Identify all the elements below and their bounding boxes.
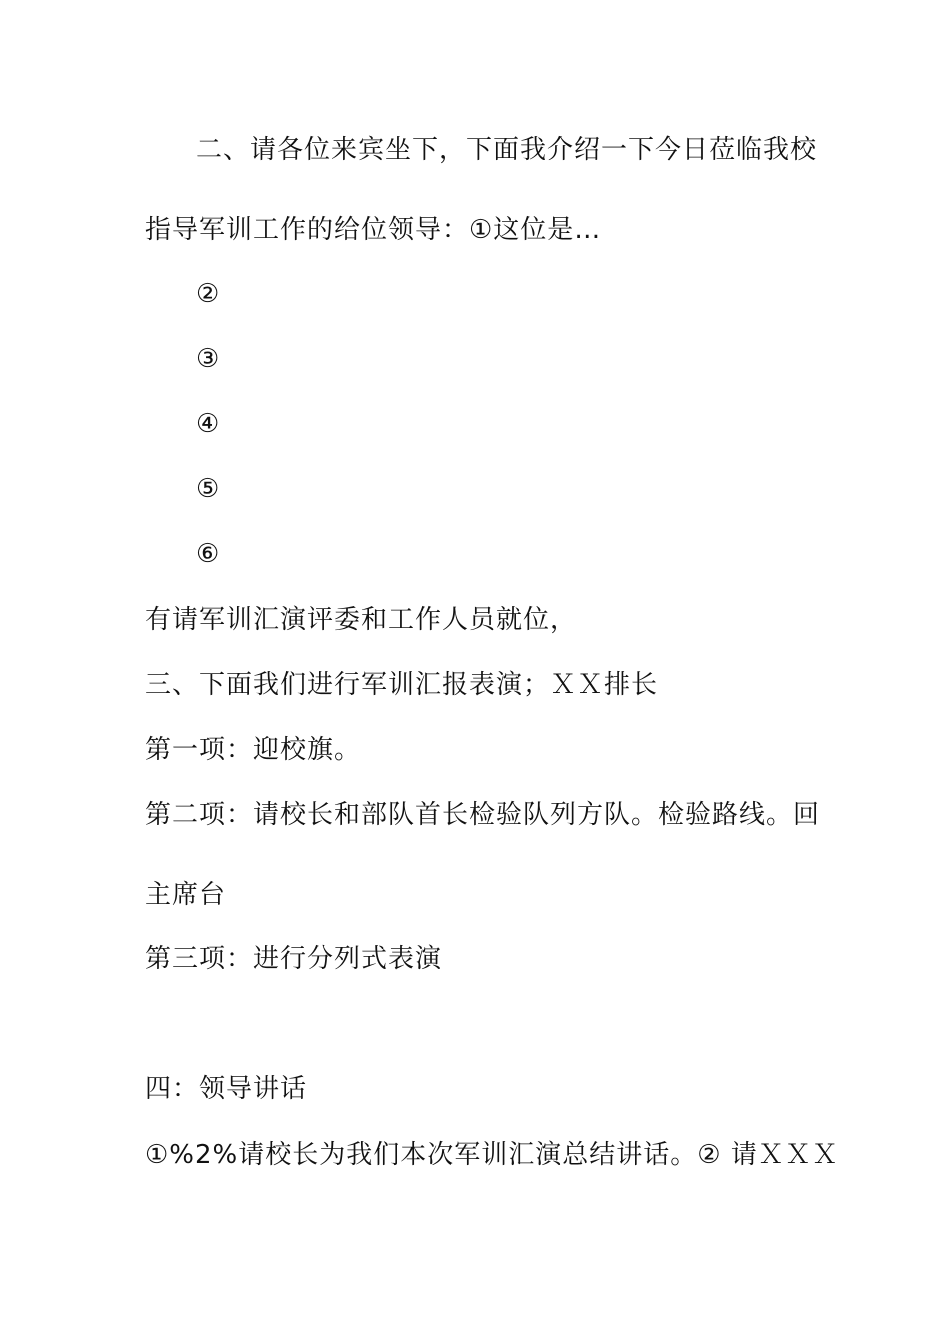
section-heading: 四：领导讲话 bbox=[145, 1074, 308, 1104]
agenda-item-continuation: 主席台 bbox=[145, 880, 227, 910]
agenda-item: 第二项：请校长和部队首长检验队列方队。检验路线。回 bbox=[145, 800, 821, 830]
section-heading: 三、下面我们进行军训汇报表演；ＸＸ排长 bbox=[145, 670, 659, 700]
paragraph-line: 二、请各位来宾坐下，下面我介绍一下今日莅临我校 bbox=[196, 135, 818, 165]
list-item-marker: ④ bbox=[196, 409, 221, 439]
list-item-marker: ③ bbox=[196, 344, 221, 374]
paragraph-line: 指导军训工作的给位领导：①这位是… bbox=[145, 215, 602, 245]
paragraph-line: ①%2%请校长为我们本次军训汇演总结讲话。② 请ＸＸＸ bbox=[145, 1140, 839, 1170]
list-item-marker: ② bbox=[196, 279, 221, 309]
paragraph-line: 有请军训汇演评委和工作人员就位， bbox=[145, 605, 578, 635]
list-item-marker: ⑥ bbox=[196, 539, 221, 569]
list-item-marker: ⑤ bbox=[196, 474, 221, 504]
agenda-item: 第一项：迎校旗。 bbox=[145, 735, 362, 765]
agenda-item: 第三项：进行分列式表演 bbox=[145, 944, 443, 974]
